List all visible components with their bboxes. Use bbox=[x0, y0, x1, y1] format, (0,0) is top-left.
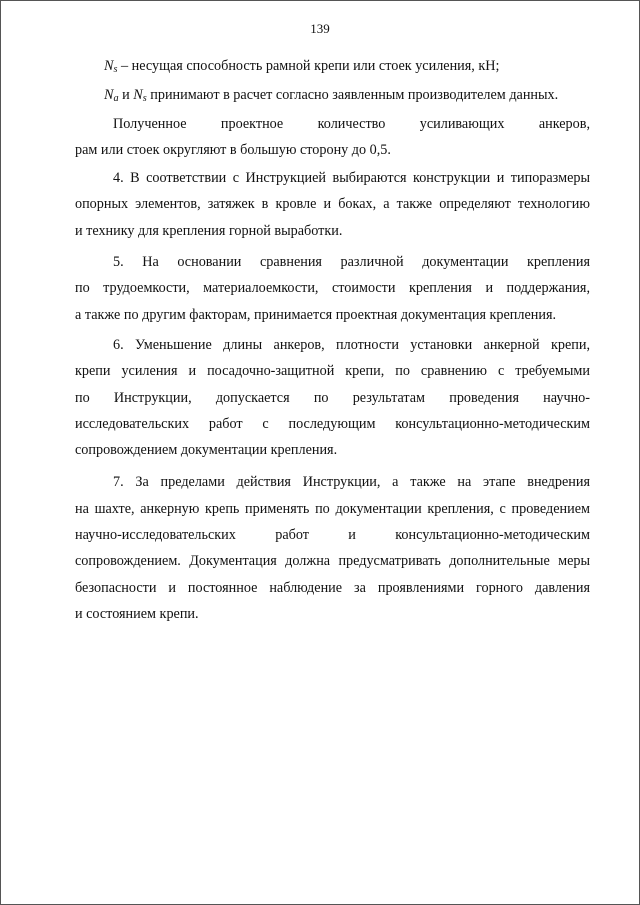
paragraph-line: 6. Уменьшение длины анкеров, плотности установки анкерной крепи, bbox=[113, 336, 590, 353]
definition-text: – несущая способность рамной крепи или стоек усиления, кН; bbox=[117, 58, 500, 74]
paragraph-5 bbox=[75, 249, 590, 328]
paragraph-line: научно-исследовательских работ и консультационно-методическим bbox=[75, 527, 590, 544]
paragraph-line: рам или стоек округляют в большую сторону до 0,5. bbox=[75, 141, 391, 158]
page-content bbox=[75, 53, 590, 627]
paragraph-line: и состоянием крепи. bbox=[75, 605, 199, 622]
paragraph-4 bbox=[75, 165, 590, 244]
symbol-subscript: s bbox=[142, 93, 147, 105]
paragraph-line: сопровождением документации крепления. bbox=[75, 442, 338, 459]
symbol-n: N bbox=[104, 58, 114, 74]
paragraph-line: по трудоемкости, материалоемкости, стоимости крепления и поддержания, bbox=[75, 280, 590, 297]
page-number: 139 bbox=[310, 21, 330, 36]
paragraph-line: сопровождением. Документация должна предусматривать дополнительные меры bbox=[75, 553, 590, 570]
definition-ns bbox=[75, 53, 590, 79]
paragraph-line: крепи усиления и посадочно-защитной крепи, по сравнению с требуемыми bbox=[75, 363, 590, 380]
paragraph-line: а также по другим факторам, принимается проектная документация крепления. bbox=[75, 306, 557, 323]
symbol-subscript: a bbox=[113, 93, 119, 105]
paragraph-rounding bbox=[75, 111, 590, 164]
definition-na-ns bbox=[75, 82, 590, 108]
definition-connector: и bbox=[118, 87, 134, 104]
paragraph-line: 4. В соответствии с Инструкцией выбираются конструкции и типоразмеры bbox=[113, 170, 590, 187]
definition-text: принимают в расчет согласно заявленным производителем данных. bbox=[146, 87, 559, 104]
paragraph-line: по Инструкции, допускается по результатам проведения научно- bbox=[75, 389, 590, 406]
paragraph-line: 7. За пределами действия Инструкции, а также на этапе внедрения bbox=[113, 474, 590, 491]
paragraph-line: и технику для крепления горной выработки. bbox=[75, 222, 343, 239]
symbol-n: N bbox=[104, 87, 114, 104]
paragraph-7 bbox=[75, 469, 590, 627]
paragraph-line: Полученное проектное количество усиливающих анкеров, bbox=[113, 115, 590, 132]
paragraph-line: 5. На основании сравнения различной документации крепления bbox=[113, 254, 590, 271]
paragraph-line: безопасности и постоянное наблюдение за проявлениями горного давления bbox=[75, 579, 590, 596]
symbol-n: N bbox=[133, 87, 143, 104]
paragraph-line: на шахте, анкерную крепь применять по документации крепления, с проведением bbox=[75, 500, 590, 517]
paragraph-line: исследовательских работ с последующим консультационно-методическим bbox=[75, 415, 590, 432]
paragraph-line: опорных элементов, затяжек в кровле и боках, а также определяют технологию bbox=[75, 196, 590, 213]
symbol-subscript: s bbox=[113, 64, 118, 76]
paragraph-6 bbox=[75, 332, 590, 463]
